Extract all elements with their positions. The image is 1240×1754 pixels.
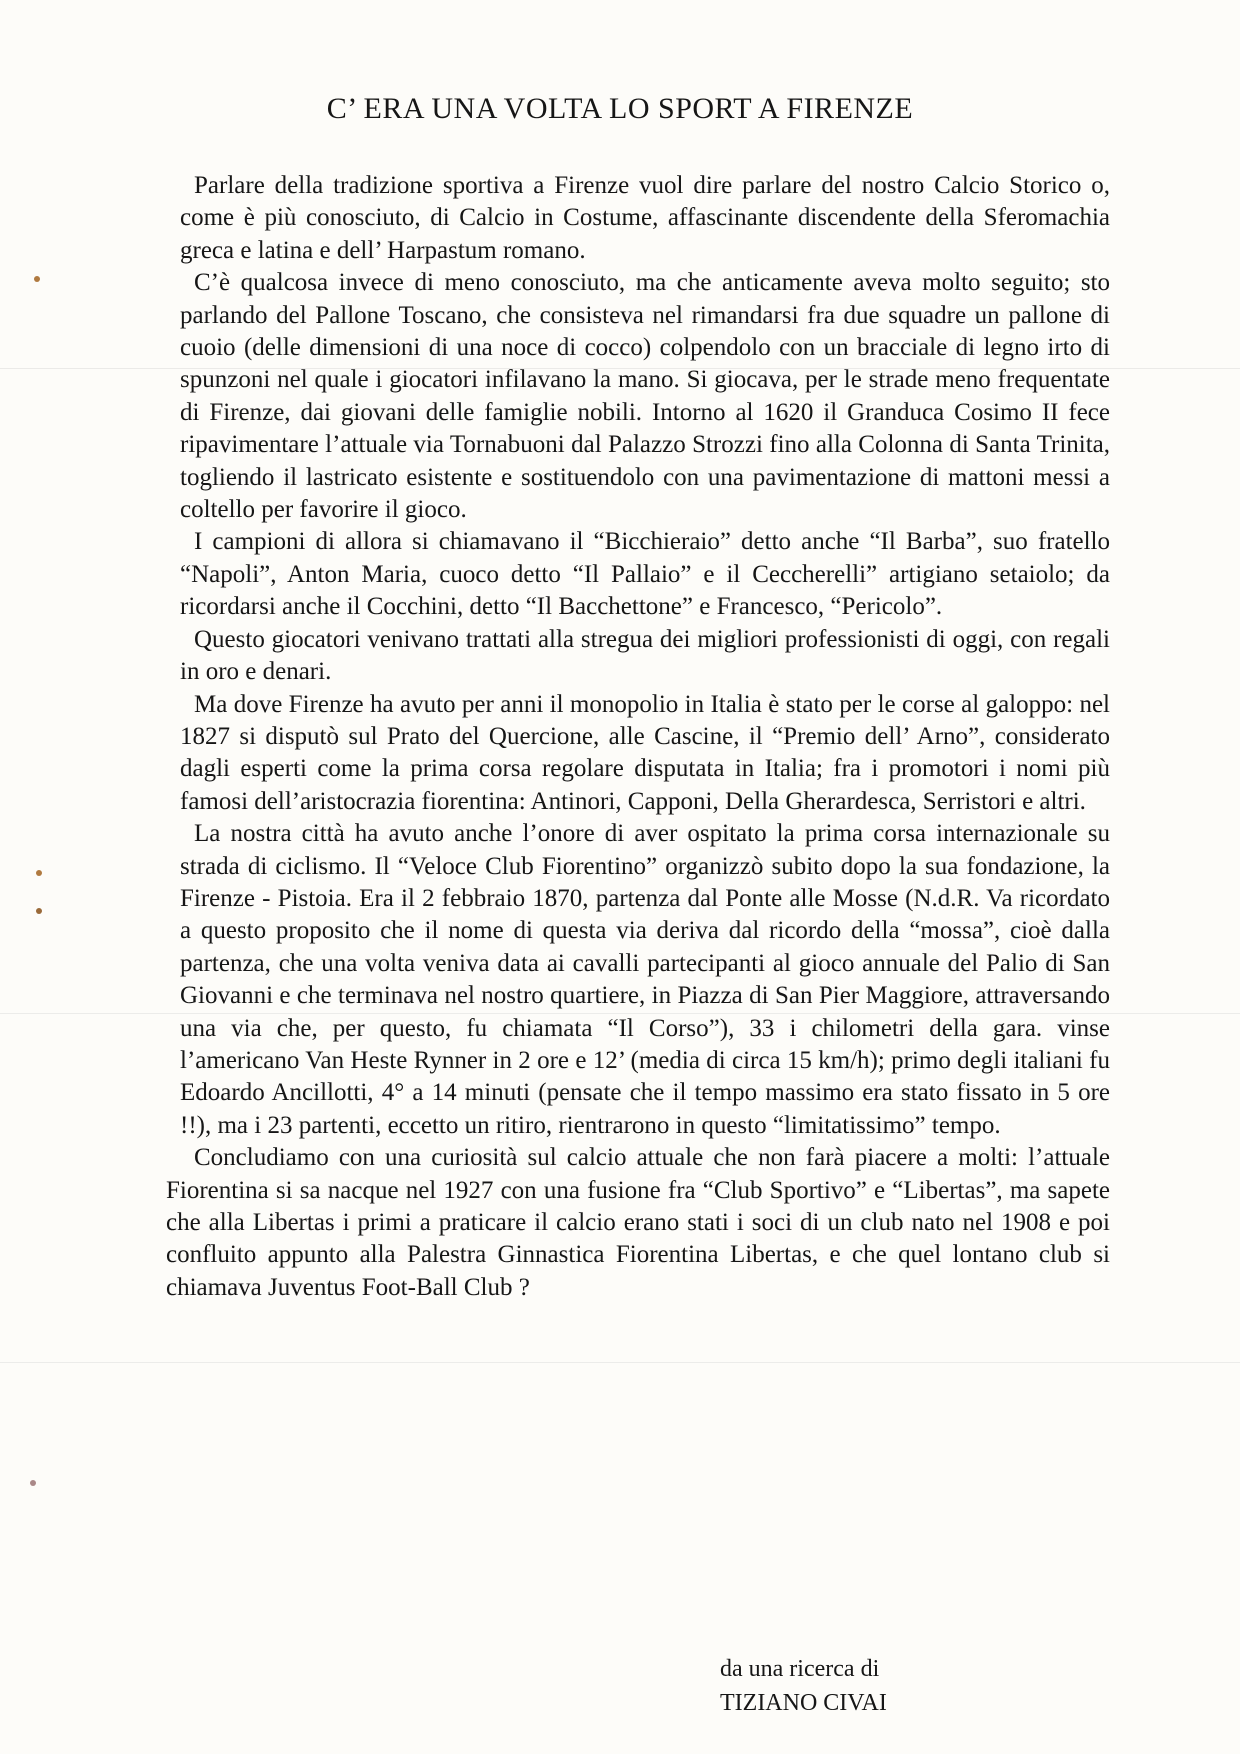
paragraph: Questo giocatori venivano trattati alla stregua dei migliori professionisti di oggi, con regali in oro e denari. — [180, 625, 1110, 686]
page-title: C’ ERA UNA VOLTA LO SPORT A FIRENZE — [326, 92, 914, 125]
signature-block — [720, 1652, 887, 1720]
scan-speck — [36, 908, 42, 914]
scan-speck — [36, 870, 42, 876]
scan-artifact — [0, 1362, 1240, 1363]
paragraph: Parlare della tradizione sportiva a Firenze vuol dire parlare del nostro Calcio Storico o, come è più conosciuto, di Calcio in Costume, affascinante discendente della Sferomachia greca e latina e dell’ Harpastum romano. — [180, 172, 1110, 264]
paragraph: C’è qualcosa invece di meno conosciuto, ma che anticamente aveva molto seguito; sto parlando del Pallone Toscano, che consisteva nel rimandarsi fra due squadre un pallone di cuoio (delle dimensioni di una noce di cocco) colpendolo con un bracciale di legno irto di spunzoni nel quale i giocatori infilavano la mano. Si giocava, per le strade meno frequentate di Firenze, dai giovani delle famiglie nobili. Intorno al 1620 il Granduca Cosimo II fece ripavimentare l’attuale via Tornabuoni dal Palazzo Strozzi fino alla Colonna di Santa Trinita, togliendo il lastricato esistente e sostituendolo con una pavimentazione di mattoni messi a coltello per favorire il gioco. — [180, 269, 1110, 524]
paragraph: La nostra città ha avuto anche l’onore di aver ospitato la prima corsa internazionale su strada di ciclismo. Il “Veloce Club Fiorentino” organizzò subito dopo la sua fondazione, la Firenze - Pistoia. Era il 2 febbraio 1870, partenza dal Ponte alle Mosse (N.d.R. Va ricordato a questo proposito che il nome di questa via deriva dal ricordo della “mossa”, cioè dalla partenza, che una volta veniva data ai cavalli partecipanti al gioco annuale del Palio di San Giovanni e che terminava nel nostro quartiere, in Piazza di San Pier Maggiore, attraversando una via che, per questo, fu chiamata “Il Corso”), 33 i chilometri della gara. vinse l’americano Van Heste Rynner in 2 ore e 12’ (media di circa 15 km/h); primo degli italiani fu Edoardo Ancillotti, 4° a 14 minuti (pensate che il tempo massimo era stato fissato in 5 ore !!), ma i 23 partenti, eccetto un ritiro, rientrarono in questo “limitatissimo” tempo. — [180, 820, 1110, 1139]
paragraph: Concludiamo con una curiosità sul calcio attuale che non farà piacere a molti: l’attuale Fiorentina si sa nacque nel 1927 con una fusione fra “Club Sportivo” e “Libertas”, ma sapete che alla Libertas i primi a praticare il calcio erano stati i soci di un club nato nel 1908 e poi confluito appunto alla Palestra Ginnastica Fiorentina Libertas, e che quel lontano club si chiamava Juventus Foot-Ball Club ? — [166, 1144, 1110, 1301]
paragraph: I campioni di allora si chiamavano il “Bicchieraio” detto anche “Il Barba”, suo fratello “Napoli”, Anton Maria, cuoco detto “Il Pallaio” e il Ceccherelli” artigiano setaiolo; da ricordarsi anche il Cocchini, detto “Il Bacchettone” e Francesco, “Pericolo”. — [180, 528, 1110, 621]
scan-speck — [34, 276, 40, 282]
scan-speck — [30, 1480, 36, 1486]
signature-author: TIZIANO CIVAI — [720, 1690, 887, 1716]
paragraph: Ma dove Firenze ha avuto per anni il monopolio in Italia è stato per le corse al galoppo: nel 1827 si disputò sul Prato del Quercione, alle Cascine, il “Premio dell’ Arno”, considerato dagli esperti come la prima corsa regolare disputata in Italia; fra i promotori i nomi più famosi dell’aristocrazia fiorentina: Antinori, Capponi, Della Gherardesca, Serristori e altri. — [180, 690, 1110, 815]
signature-intro: da una ricerca di — [720, 1656, 880, 1682]
article-body — [166, 170, 1110, 1304]
